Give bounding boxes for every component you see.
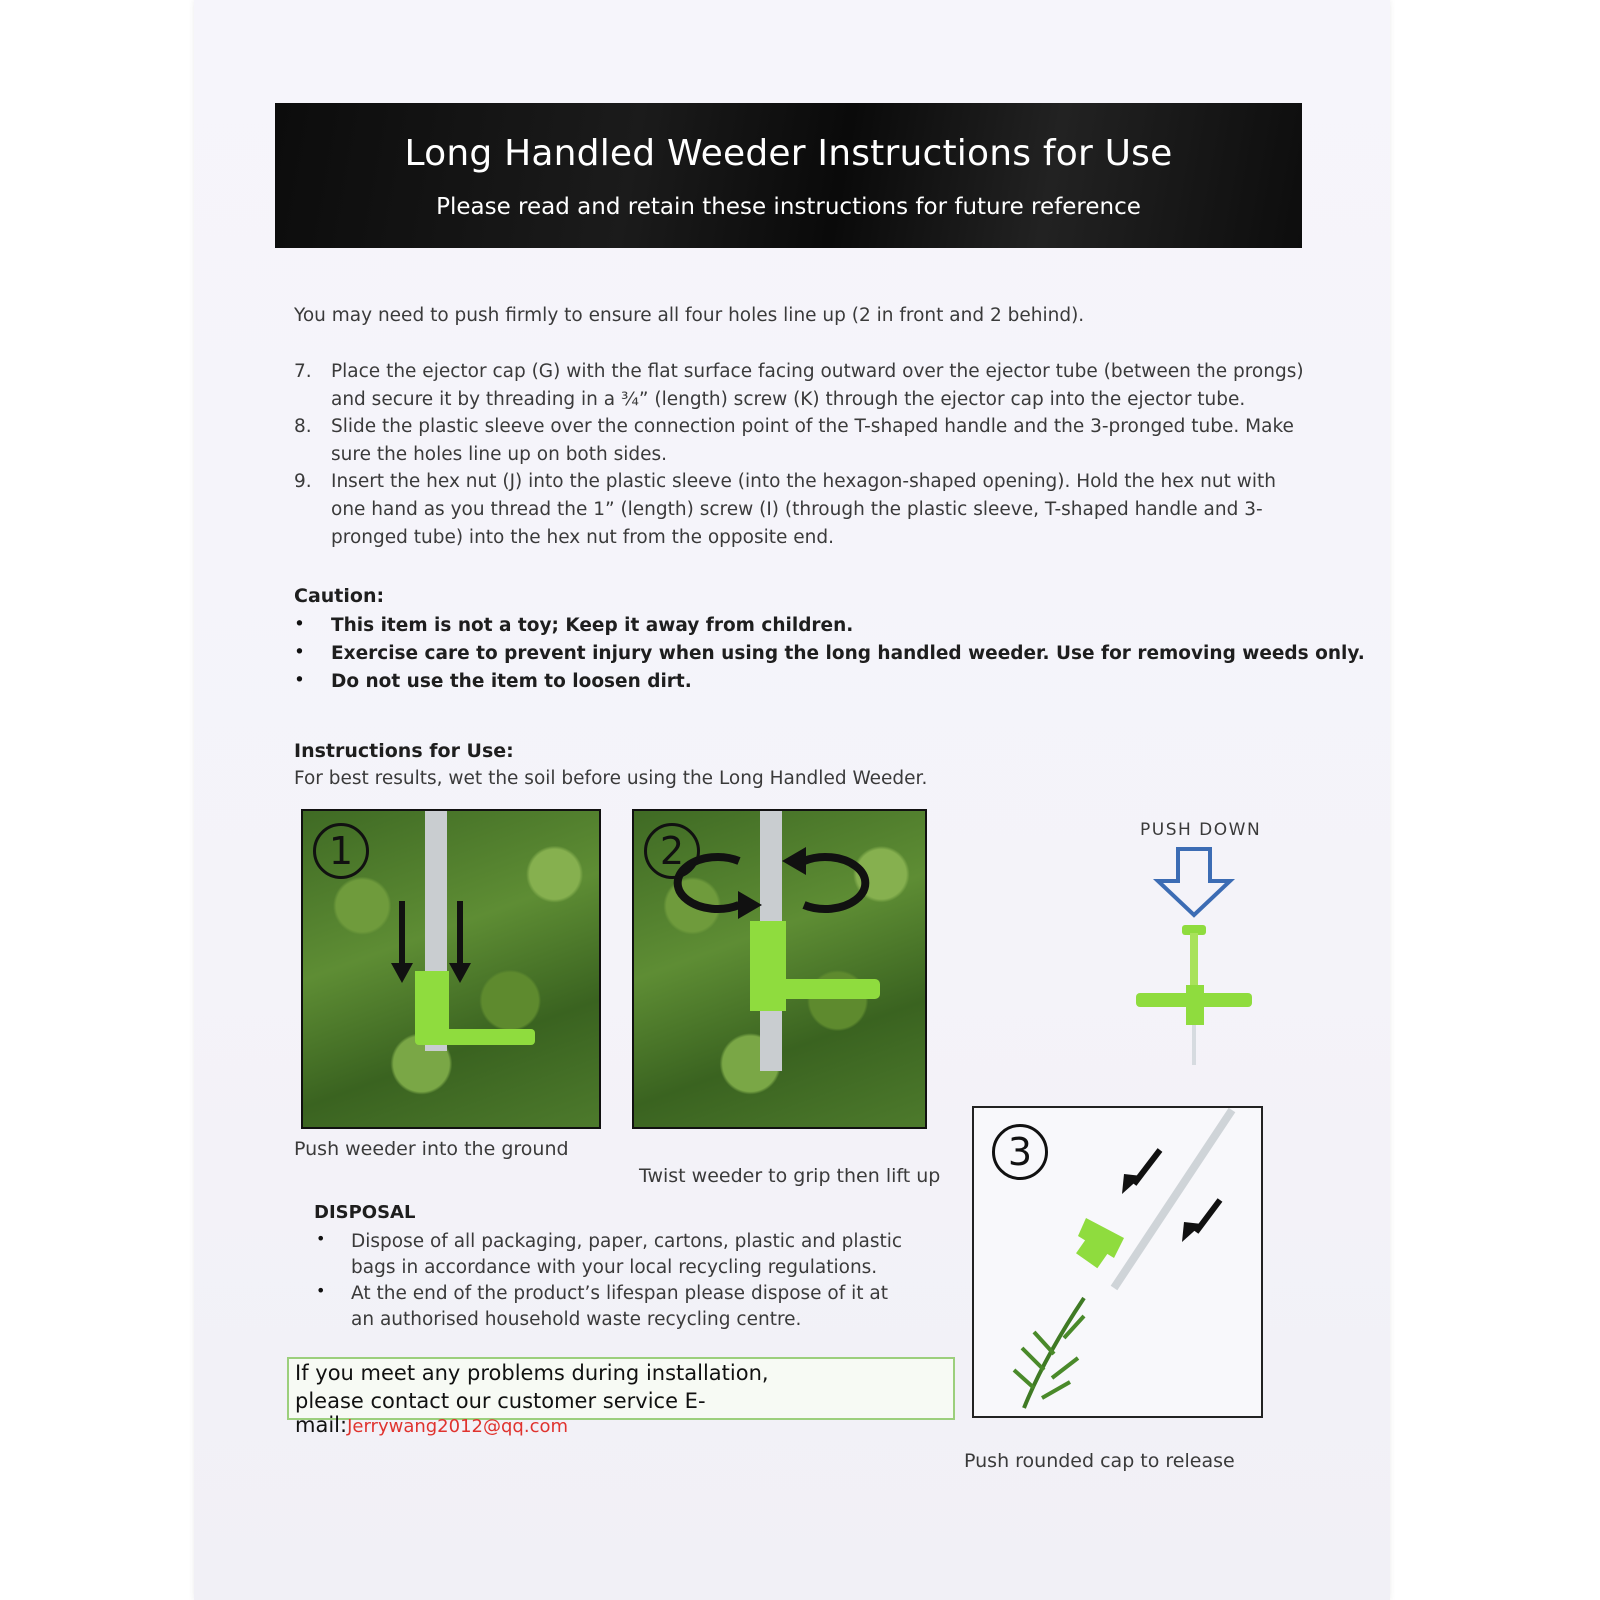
- intro-text: You may need to push firmly to ensure all four holes line up (2 in front and 2 behind).: [294, 305, 1085, 326]
- figure-3-caption: Push rounded cap to release: [964, 1450, 1235, 1472]
- contact-text: please contact our customer service E-mail:: [295, 1389, 706, 1437]
- usage-tip: For best results, wet the soil before using the Long Handled Weeder.: [294, 768, 928, 789]
- figure-1-caption: Push weeder into the ground: [294, 1138, 569, 1160]
- header-banner: [275, 103, 1302, 248]
- contact-line-2: [295, 1389, 953, 1437]
- bullet-icon: •: [316, 1281, 326, 1300]
- bullet-icon: •: [294, 642, 305, 663]
- step-text: Insert the hex nut (J) into the plastic sleeve (into the hexagon-shaped opening). Hold the hex nut with: [331, 471, 1276, 492]
- disposal-item: At the end of the product’s lifespan please dispose of it at: [351, 1283, 889, 1304]
- caution-item: This item is not a toy; Keep it away from children.: [331, 615, 854, 636]
- bullet-icon: •: [316, 1229, 326, 1248]
- step-number: 8.: [294, 416, 312, 437]
- bullet-icon: •: [294, 614, 305, 635]
- caution-item: Exercise care to prevent injury when using the long handled weeder. Use for removing weeds only.: [331, 643, 1365, 664]
- push-down-label: PUSH DOWN: [1140, 820, 1262, 840]
- step-text: and secure it by threading in a ¾” (length) screw (K) through the ejector cap into the ejector tube.: [331, 389, 1246, 410]
- figure-2-caption: Twist weeder to grip then lift up: [639, 1165, 941, 1187]
- step-number: 7.: [294, 361, 312, 382]
- step-text: Slide the plastic sleeve over the connection point of the T-shaped handle and the 3-pronged tube. Make: [331, 416, 1294, 437]
- push-down-diagram: [1130, 845, 1260, 1075]
- step-text: Place the ejector cap (G) with the flat surface facing outward over the ejector tube (between the prongs): [331, 361, 1304, 382]
- caution-heading: Caution:: [294, 585, 385, 607]
- figure-3-panel: [972, 1106, 1263, 1418]
- step-text: pronged tube) into the hex nut from the opposite end.: [331, 527, 835, 548]
- usage-heading: Instructions for Use:: [294, 740, 514, 762]
- contact-email[interactable]: Jerrywang2012@qq.com: [347, 1416, 569, 1437]
- disposal-item: Dispose of all packaging, paper, cartons, plastic and plastic: [351, 1231, 903, 1252]
- figure-2-photo: [632, 809, 927, 1129]
- contact-line: If you meet any problems during installation,: [295, 1361, 769, 1385]
- caution-item: Do not use the item to loosen dirt.: [331, 671, 692, 692]
- page-title: Long Handled Weeder Instructions for Use: [404, 133, 1173, 174]
- down-arrow-icon: [1158, 849, 1230, 915]
- step-number: 9.: [294, 471, 312, 492]
- step-text: one hand as you thread the 1” (length) screw (I) (through the plastic sleeve, T-shaped handle and 3-: [331, 499, 1263, 520]
- step-number-badge: 3: [992, 1124, 1048, 1180]
- page-subtitle: Please read and retain these instructions for future reference: [436, 194, 1141, 220]
- bullet-icon: •: [294, 670, 305, 691]
- figure-1-photo: [301, 809, 601, 1129]
- step-number-badge: 2: [644, 823, 700, 879]
- step-text: sure the holes line up on both sides.: [331, 444, 668, 465]
- contact-box: [287, 1357, 955, 1437]
- step-number-badge: 1: [313, 823, 369, 879]
- disposal-item: bags in accordance with your local recycling regulations.: [351, 1257, 878, 1278]
- disposal-item: an authorised household waste recycling centre.: [351, 1309, 802, 1330]
- disposal-heading: DISPOSAL: [314, 1202, 416, 1223]
